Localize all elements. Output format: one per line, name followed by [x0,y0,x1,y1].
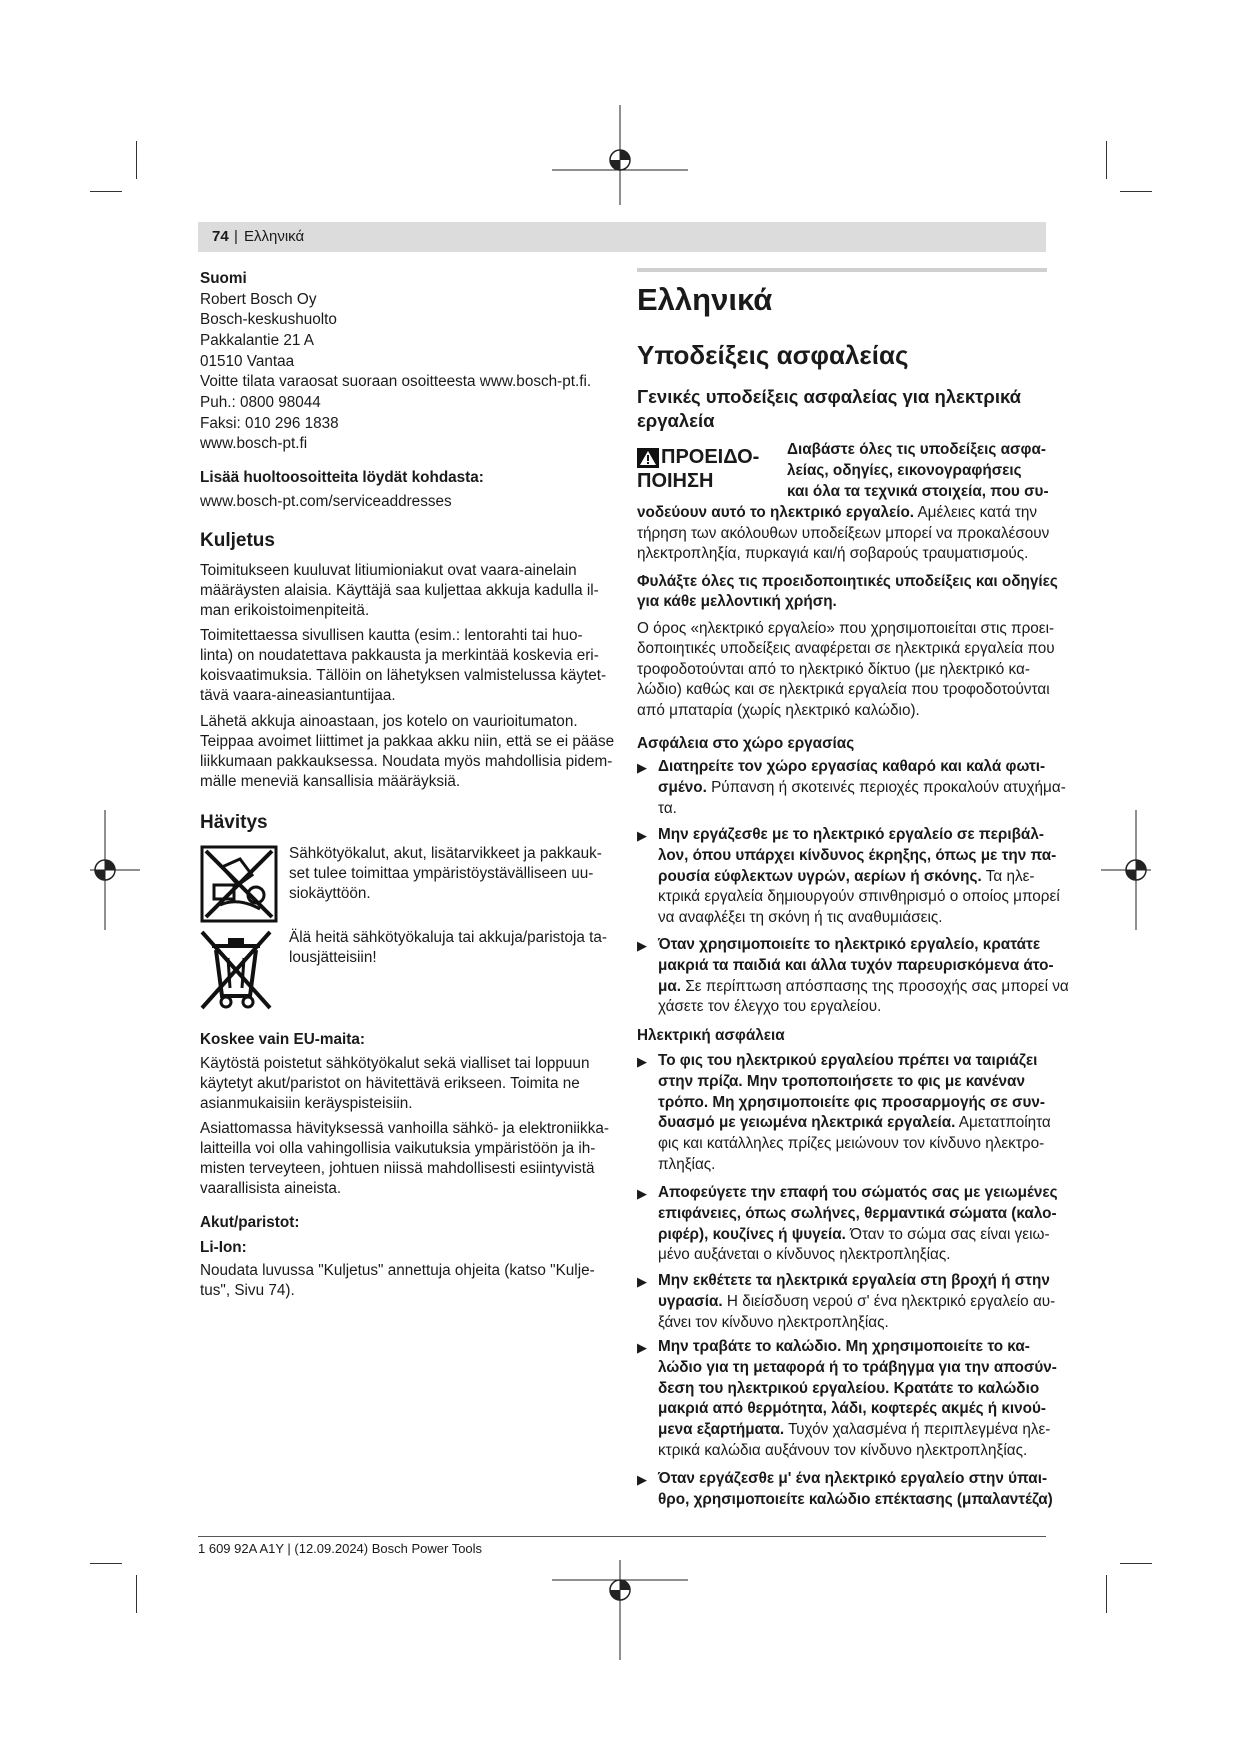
bullet-bold-text: δυασμό με γειωμένα ηλεκτρικά εργαλεία. [658,1114,956,1132]
crop-mark [90,1563,122,1564]
bullet-bold-text: υγρασία. [658,1292,723,1310]
crop-mark [1120,191,1152,192]
bullet-text: Η διείσδυση νερού σ' ένα ηλεκτρικό εργαλείο αυ- [722,1292,1056,1310]
bullet-line [658,997,881,1018]
heading-general-line2: εργαλεία [637,410,715,431]
heading-havitys: Hävitys [200,812,268,833]
heading-kuljetus: Kuljetus [200,530,275,551]
bullet-bold-text: Αποφεύγετε την επαφή του σώματός σας με γειωμένες [658,1184,1058,1201]
heading-eu: Koskee vain EU-maita: [200,1031,365,1048]
bullet-text: Τα ηλε- [981,867,1035,885]
registration-mark-bottom [552,1560,688,1660]
section-title: Ελληνικά [637,282,773,317]
term-definition: δοποιητικές υποδείξεις αναφέρεται σε ηλεκτρικά εργαλεία που [637,640,1055,657]
paragraph-line: Älä heitä sähkötyökaluja tai akkuja/paristoja ta- [289,929,608,946]
address-line: Pakkalantie 21 A [200,332,314,349]
warning-normal: Αμέλειες κατά την [914,504,1038,521]
address-line: Bosch-keskushuolto [200,311,337,328]
bullet-line [658,1134,1044,1155]
bullet-text: φις και κατάλληλες πρίζες μειώνουν τον κίνδυνο ηλεκτρο- [658,1135,1045,1153]
footer-rule [198,1536,1046,1537]
bullet-bold-text: Διατηρείτε τον χώρο εργασίας καθαρό και καλά φωτι- [658,758,1046,775]
bullet-bold-text: Μην τραβάτε το καλώδιο. Μη χρησιμοποιείτε το κα- [658,1338,1030,1355]
bullet-arrow-icon: ▶ [637,1274,647,1289]
crop-mark [1106,141,1107,179]
warning-label-line2: ΠΟΙΗΣΗ [637,470,714,492]
warning-text: τήρηση των ακόλουθων υποδείξεων μπορεί να προκαλέσουν [637,525,1050,542]
bullet-arrow-icon: ▶ [637,1054,647,1069]
address-line: 01510 Vantaa [200,353,295,370]
address-line: Puh.: 0800 98044 [200,394,321,411]
bullet-line [658,887,1060,908]
paragraph-line: linta) on noudatettava pakkausta ja merkintää koskevia eri- [200,647,599,664]
heading-general-line1: Γενικές υποδείξεις ασφαλείας για ηλεκτρικά [637,386,1022,407]
bullet-text: Σε περίπτωση απόσπασης της προσοχής σας μπορεί να [681,977,1069,995]
page-header [198,222,1046,252]
term-definition: από μπαταρία (χωρίς ηλεκτρικό καλώδιο). [637,702,920,719]
warning-label-line1: ΠΡΟΕΙΔΟ- [661,446,760,468]
paragraph-line: Teippaa avoimet liittimet ja pakkaa akku niin, että se ei pääse [200,733,615,750]
bullet-line [658,1358,1057,1379]
bullet-line [658,1292,1055,1313]
header-language: Ελληνικά [244,228,305,245]
bullet-bold-text: θρο, χρησιμοποιείτε καλώδιο επέκτασης (μπαλαντέζα) [658,1490,1053,1508]
bullet-bold-text: Όταν χρησιμοποιείτε το ηλεκτρικό εργαλείο, κρατάτε [658,936,1041,953]
footer-text: 1 609 92A A1Y | (12.09.2024) Bosch Power Tools [198,1541,483,1556]
bullet-line [658,1337,1030,1358]
heading-suomi: Suomi [200,270,247,287]
bullet-line [658,1245,951,1266]
bullet-arrow-icon: ▶ [637,828,647,843]
paragraph-line: koisvaatimuksia. Tällöin on lähetyksen valmistelussa käytet- [200,667,607,684]
paragraph-line: set tulee toimittaa ympäristöystävälliseen uu- [289,865,594,882]
more-addresses-heading: Lisää huoltoosoitteita löydät kohdasta: [200,469,484,486]
term-definition: Ο όρος «ηλεκτρικό εργαλείο» που χρησιμοποιείται στις προει- [637,620,1055,637]
paragraph-line: laitteilla voi olla vahingollisia vaikutuksia ympäristöön ja ih- [200,1140,596,1157]
bullet-bold-text: σμένο. [658,778,707,796]
term-definition: τροφοδοτούνται από το ηλεκτρικό δίκτυο (με ηλεκτρικό κα- [637,661,1030,678]
paragraph-line: Toimitettaessa sivullisen kautta (esim.: lentorahti tai huo- [200,627,583,644]
bullet-bold-text: λον, όπου υπάρχει κίνδυνος έκρηξης, όπως με την πα- [658,846,1057,864]
bullet-text: μένο αυξάνεται ο κίνδυνος ηλεκτροπληξίας. [658,1246,951,1264]
header-separator: | [234,228,238,245]
warning-text: ηλεκτροπληξία, πυρκαγιά και/ή σοβαρούς τραυματισμούς. [637,545,1029,562]
bullet-bold-text: μακριά από θερμότητα, λάδι, κοφτερές ακμές ή κινού- [658,1400,1047,1418]
bullet-text: κτρικά καλώδια αυξάνουν τον κίνδυνο ηλεκτροπληξίας. [658,1442,1028,1459]
bullet-line [658,1072,1025,1093]
paragraph-line: käytetyt akut/paristot on hävitettävä erikseen. Toimita ne [200,1075,580,1092]
crop-mark [90,191,122,192]
bullet-line [658,1271,1050,1292]
bullet-arrow-icon: ▶ [637,1340,647,1355]
bullet-bold-text: τρόπο. Μη χρησιμοποιείτε φις προσαρμογής σε συν- [658,1093,1045,1111]
paragraph-line: Sähkötyökalut, akut, lisätarvikkeet ja pakkauk- [289,845,602,862]
bullet-bold-text: μα. [658,977,682,995]
bullet-bold-text: ριφέρ), κουζίνες ή ψυγεία. [658,1225,846,1243]
service-address-link[interactable]: www.bosch-pt.com/serviceaddresses [200,493,452,510]
bullet-bold-text: μακριά τα παιδιά και άλλα τυχόν παρευρισκόμενα άτο- [658,956,1054,974]
crop-mark [136,1575,137,1613]
bullet-arrow-icon: ▶ [637,760,647,775]
warning-bold: νοδεύουν αυτό το ηλεκτρικό εργαλείο. [637,504,915,521]
bullet-line [658,1469,1047,1490]
paragraph-line: Asiattomassa hävityksessä vanhoilla sähkö- ja elektroniikka- [200,1120,609,1137]
keep-instructions: για κάθε μελλοντική χρήση. [637,593,837,610]
paragraph-line: lousjätteisiin! [289,949,377,966]
heading-safety: Υποδείξεις ασφαλείας [637,340,909,370]
section-rule [637,268,1047,272]
address-line: Faksi: 010 296 1838 [200,415,339,432]
bullet-line [658,799,677,820]
bullet-line [658,1313,889,1334]
warning-text: λείας, οδηγίες, εικονογραφήσεις [787,462,1022,479]
paragraph-line: Toimitukseen kuuluvat litiumioniakut ovat vaara-ainelain [200,562,577,579]
bullet-text: χάσετε τον έλεγχο του εργαλείου. [658,998,882,1016]
bullet-bold-text: δεση του ηλεκτρικού εργαλείου. Κρατάτε το καλώδιο [658,1379,1040,1397]
paragraph-line: määräysten alaisia. Käyttäjä saa kuljettaa akkuja kadulla il- [200,582,599,599]
paragraph-line: Lähetä akkuja ainoastaan, jos kotelo on vaurioitumaton. [200,713,578,730]
crop-mark [1120,1563,1152,1564]
paragraph-line: misten terveyteen, johtuen niissä mahdollisesti esiintyvistä [200,1160,595,1177]
paragraph-line: liikkumaan pakkauksessa. Noudata myös mahdollisia pidem- [200,753,613,770]
bullet-bold-text: λώδιο για τη μεταφορά ή το τράβηγμα για την αποσύν- [658,1358,1057,1376]
bullet-arrow-icon: ▶ [637,1186,647,1201]
paragraph-line: man erikoistoimenpiteitä. [200,602,370,619]
crossed-bin-icon [198,928,274,1012]
registration-mark-right [1101,810,1171,930]
bullet-text: Ρύπανση ή σκοτεινές περιοχές προκαλούν ατυχήμα- [706,778,1066,796]
paragraph-line: siokäyttöön. [289,885,371,902]
bullet-bold-text: Μην εκθέτετε τα ηλεκτρικά εργαλεία στη βροχή ή στην [658,1272,1050,1289]
paragraph-line: vaarallisista aineista. [200,1180,342,1197]
bullet-bold-text: ρουσία εύφλεκτων υγρών, αερίων ή σκόνης. [658,867,982,885]
bullet-line [658,1155,715,1176]
crop-mark [1106,1575,1107,1613]
bullet-line [658,977,1069,998]
heading-akut: Akut/paristot: [200,1214,300,1231]
bullet-line [658,956,1054,977]
bullet-line [658,778,1066,799]
paragraph-line: tus", Sivu 74). [200,1282,295,1299]
bullet-line [658,1093,1045,1114]
term-definition: λώδιο) καθώς και σε ηλεκτρικά εργαλεία που τροφοδοτούνται [637,681,1050,698]
heading-electrical: Ηλεκτρική ασφάλεια [637,1027,785,1044]
crop-mark [136,141,137,179]
heading-workplace: Ασφάλεια στο χώρο εργασίας [637,735,855,752]
subheading-li-ion: Li-Ion: [200,1239,247,1256]
paragraph-line: asianmukaisiin keräyspisteisiin. [200,1095,413,1112]
bullet-line [658,1204,1057,1225]
bullet-bold-text: επιφάνειες, όπως σωλήνες, θερμαντικά σώματα (καλο- [658,1204,1057,1222]
warning-text: Διαβάστε όλες τις υποδείξεις ασφα- [787,441,1046,458]
bullet-arrow-icon: ▶ [637,938,647,953]
bullet-line [658,908,942,929]
bullet-line [658,1051,1037,1072]
bullet-text: κτρικά εργαλεία δημιουργούν σπινθηρισμό ο οποίος μπορεί [658,888,1060,906]
address-line: www.bosch-pt.fi [200,435,308,452]
warning-text: και όλα τα τεχνικά στοιχεία, που συ- [787,483,1049,500]
bullet-line [658,1379,1039,1400]
bullet-line [658,1441,1027,1462]
paragraph-line: tävä vaara-aineasiantuntijaa. [200,687,396,704]
paragraph-line: mälle meneviä kansallisia määräyksiä. [200,773,461,790]
keep-instructions: Φυλάξτε όλες τις προειδοποιητικές υποδείξεις και οδηγίες [637,573,1058,590]
bullet-line [658,1420,1050,1441]
bullet-bold-text: Το φις του ηλεκτρικού εργαλείου πρέπει να ταιριάζει [658,1052,1038,1069]
bullet-line [658,935,1040,956]
paragraph-line: Käytöstä poistetut sähkötyökalut sekä vialliset tai loppuun [200,1055,590,1072]
warning-triangle-icon [637,448,659,468]
bullet-line [658,757,1045,778]
warning-text [637,503,1037,524]
bullet-text: να αναφλέξει τη σκόνη ή τις αναθυμιάσεις. [658,909,943,927]
bullet-line [658,846,1056,867]
bullet-text: Αμετατποίητα [955,1114,1051,1132]
bullet-line [658,1113,1051,1134]
bullet-line [658,1225,1050,1246]
registration-mark-top [552,105,688,205]
bullet-bold-text: Όταν εργάζεσθε μ' ένα ηλεκτρικό εργαλείο στην ύπαι- [658,1470,1048,1487]
bullet-line [658,1399,1046,1420]
bullet-text: Όταν το σώμα σας είναι γειω- [845,1225,1050,1243]
bullet-text: πληξίας. [658,1156,716,1173]
registration-mark-left [70,810,140,930]
recycling-icon [200,845,278,923]
page-number: 74 [212,228,229,245]
bullet-line [658,1490,1053,1511]
bullet-arrow-icon: ▶ [637,1472,647,1487]
address-line: Robert Bosch Oy [200,291,317,308]
address-line: Voitte tilata varaosat suoraan osoitteesta www.bosch-pt.fi. [200,373,592,390]
paragraph-line: Noudata luvussa "Kuljetus" annettuja ohjeita (katso "Kulje- [200,1262,595,1279]
bullet-bold-text: στην πρίζα. Μην τροποποιήσετε το φις με κανέναν [658,1072,1025,1090]
bullet-line [658,825,1044,846]
bullet-text: Τυχόν χαλασμένα ή περιπλεγμένα ηλε- [784,1421,1051,1439]
bullet-text: τα. [658,799,677,817]
bullet-bold-text: Μην εργάζεσθε με το ηλεκτρικό εργαλείο σε περιβάλ- [658,826,1044,843]
bullet-bold-text: μενα εξαρτήματα. [658,1421,785,1439]
bullet-line [658,1183,1058,1204]
bullet-text: ξάνει τον κίνδυνο ηλεκτροπληξίας. [658,1313,889,1331]
bullet-line [658,867,1035,888]
